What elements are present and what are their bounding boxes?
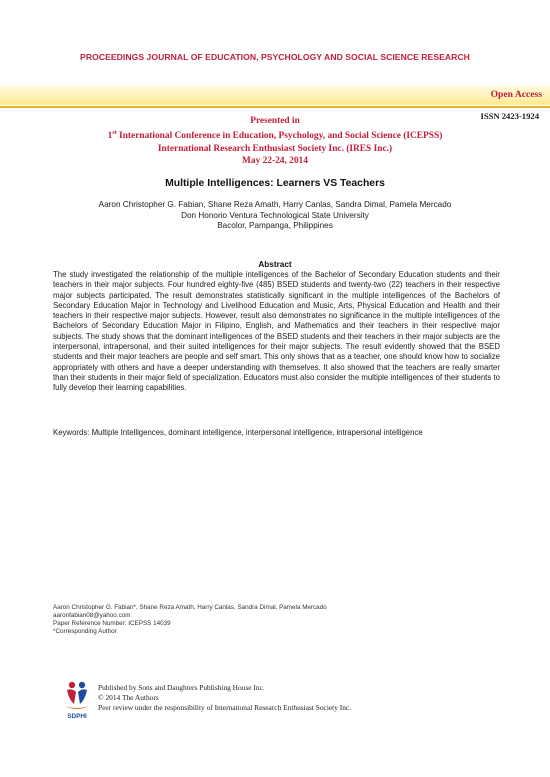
author-institution: Don Honorio Ventura Technological State University xyxy=(181,210,369,220)
published-by: Published by Sons and Daughters Publishing House Inc. xyxy=(98,683,265,692)
conference-dates: May 22-24, 2014 xyxy=(242,156,308,167)
conference-ordinal-suffix: st xyxy=(112,130,117,137)
footnote-reference: Paper Reference Number: ICEPSS 14039 xyxy=(53,620,171,628)
conference-block xyxy=(40,115,510,168)
keywords: Keywords: Multiple Intelligences, dominant intelligence, interpersonal intelligence, intrapersonal intelligence xyxy=(53,428,423,437)
issn-label: ISSN 2423-1924 xyxy=(480,111,539,121)
conference-ordinal: 1 xyxy=(107,131,113,142)
paper-title: Multiple Intelligences: Learners VS Teachers xyxy=(165,178,385,189)
conference-name-line xyxy=(40,127,510,143)
footnote-corresponding: *Corresponding Author xyxy=(53,628,117,636)
author-block xyxy=(0,200,550,232)
copyright: © 2014 The Authors xyxy=(98,692,159,702)
header-band xyxy=(0,85,550,105)
conference-organizer: International Research Enthusiast Society Inc. (IRES Inc.) xyxy=(157,143,393,154)
header-band-rule xyxy=(0,106,550,108)
open-access-label: Open Access xyxy=(490,89,542,100)
abstract-body: The study investigated the relationship of the multiple intelligences of the Bachelor of Secondary Education students and their teachers in their major subjects. Four hundred eighty-five (485) BSED students and twenty-two (22) teachers in their respective major subjects participated. The result demonstrates statistically significant in the multiple intelligences of the Bachelors of Secondary Education Major in Technology and Livelihood Education and Music, Arts, Physical Education and Health and their teachers in their respective major subjects. However, result also demonstrates no significance in the multiple intelligences of the Bachelors of Secondary Education Major in Filipino, English, and Mathematics and their teachers in their respective major subjects. The study shows that the dominant intelligences of the BSED students and their teachers in their major subjects are the interpersonal, intrapersonal, and their suited intelligences for their major subjects. The result evidently showed that the BSED students and their major teachers are people and self smart. This only shows that as a teacher, one should know how to socialize appropriately with others and have a deeper understanding with themselves. It also showed that the teachers are really smarter than their students in their major field of specialization. Educators must also consider the multiple intelligences of their students to fully develop their learning capabilities. xyxy=(53,270,500,393)
footnote-authors: Aaron Christopher G. Fabian*, Shane Reza Amath, Harry Canlas, Sandra Dimal, Pamela Mercado xyxy=(53,604,327,611)
author-location: Bacolor, Pampanga, Philippines xyxy=(217,221,333,231)
abstract-heading: Abstract xyxy=(258,260,292,269)
publisher-logo xyxy=(63,680,91,720)
logo-text: SDPHI xyxy=(67,713,87,720)
logo-figure-body-right xyxy=(78,689,87,704)
author-list: Aaron Christopher G. Fabian, Shane Reza Amath, Harry Canlas, Sandra Dimal, Pamela Mercado xyxy=(98,200,452,209)
logo-swoosh xyxy=(65,706,89,709)
conference-name: International Conference in Education, Psychology, and Social Science (ICEPSS) xyxy=(116,131,443,142)
publisher-info xyxy=(98,683,518,712)
footnote-email[interactable]: aaronfabian08@yahoo.com xyxy=(53,612,131,620)
logo-figure-head-left xyxy=(69,682,75,688)
presented-in: Presented in xyxy=(250,116,300,126)
peer-review-note: Peer review under the responsibility of International Research Enthusiast Society Inc. xyxy=(98,702,352,712)
logo-figure-body-left xyxy=(67,689,76,704)
logo-figure-head-right xyxy=(79,682,85,688)
footnote-block xyxy=(53,604,453,636)
journal-header: PROCEEDINGS JOURNAL OF EDUCATION, PSYCHOLOGY AND SOCIAL SCIENCE RESEARCH xyxy=(80,52,470,62)
